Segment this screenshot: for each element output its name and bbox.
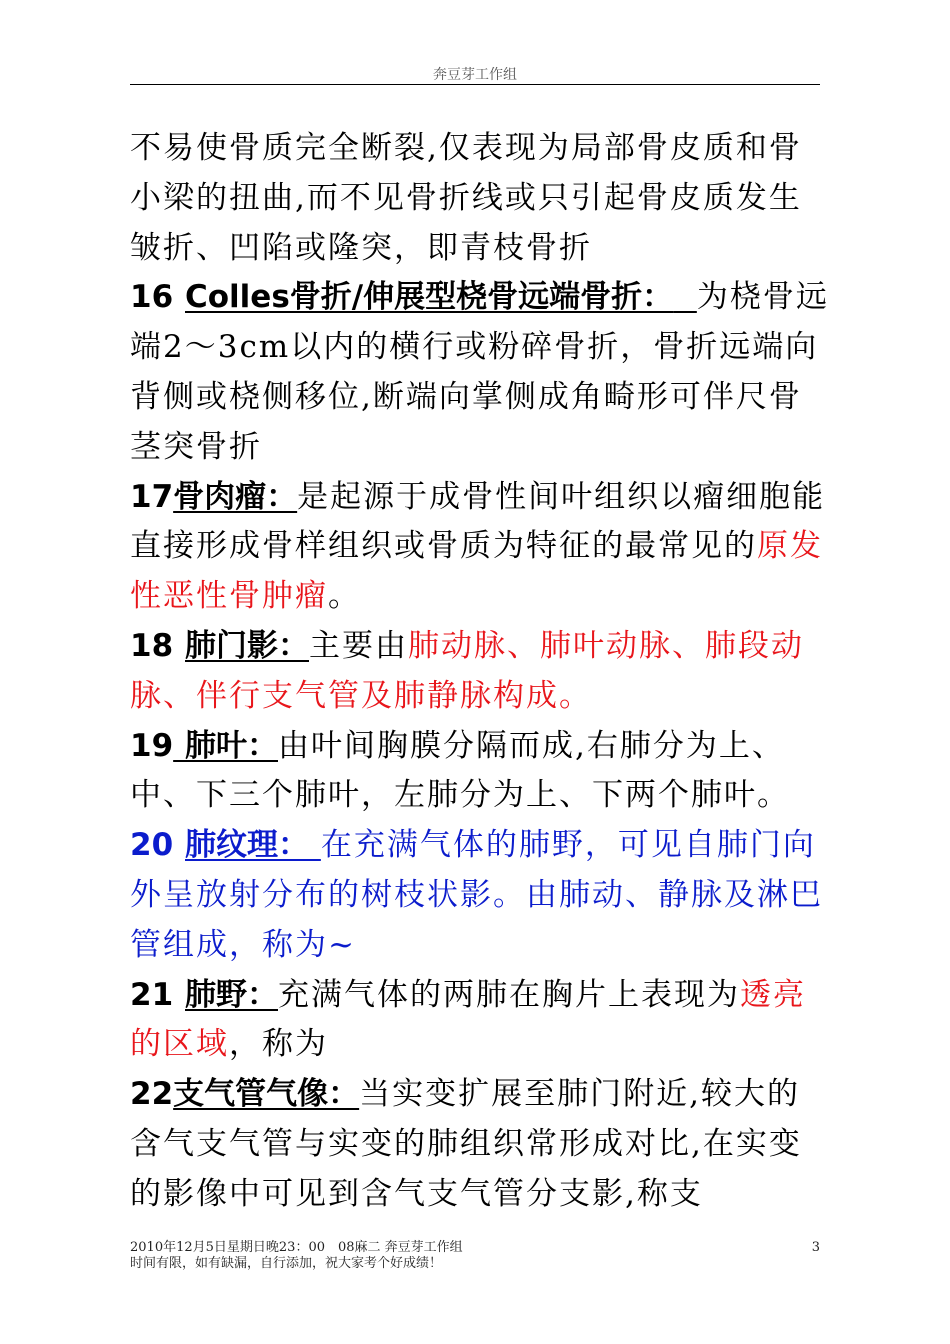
- definition-end: ，称为: [229, 1026, 328, 1063]
- entry-22: [130, 1070, 830, 1219]
- underline-gap: [173, 728, 185, 764]
- definition: 为桡骨远端2～3cm以内的横行或粉碎骨折，骨折远端向背侧或桡侧移位,断端向掌侧成角畸形可伴尺骨茎突骨折: [130, 279, 829, 465]
- highlight-red: 透亮的区域: [130, 976, 806, 1063]
- continuation-paragraph: 不易使骨质完全断裂,仅表现为局部骨皮质和骨小梁的扭曲,而不见骨折线或只引起骨皮质发生皱折、凹陷或隆突，即青枝骨折: [130, 130, 802, 266]
- entry-17: [130, 473, 830, 622]
- term: 肺叶：: [185, 727, 278, 764]
- definition: 在充满气体的肺野，可见自肺门向外呈放射分布的树枝状影。由肺动、静脉及淋巴管组成，称为~: [130, 827, 823, 963]
- entry-number: 21: [130, 976, 174, 1013]
- footer-line-2: 时间有限，如有缺漏，自行添加，祝大家考个好成绩！: [130, 1256, 443, 1271]
- entry-number: 16: [130, 279, 174, 316]
- entry-18: [130, 622, 830, 722]
- entry-number: 17: [130, 478, 174, 515]
- definition: 是起源于成骨性间叶组织以瘤细胞能直接形成骨样组织或骨质为特征的最常见的: [130, 478, 826, 565]
- term: 肺门影：: [185, 627, 309, 664]
- definition: 当实变扩展至肺门附近,较大的含气支气管与实变的肺组织常形成对比,在实变的影像中可见到含气支气管分支影,称支: [130, 1076, 802, 1212]
- entry-16: [130, 273, 830, 472]
- entry-19: [130, 722, 830, 822]
- highlight-red: 原发性恶性骨肿瘤: [130, 528, 823, 615]
- definition: 充满气体的两肺在胸片上表现为: [278, 976, 740, 1013]
- definition-end: 。: [328, 578, 361, 615]
- term: Colles骨折/伸展型桡骨远端骨折：: [185, 279, 674, 316]
- entry-number: 22: [130, 1076, 174, 1113]
- page-footer: [130, 1240, 820, 1272]
- page-number: 3: [811, 1240, 820, 1255]
- entry-20: [130, 821, 830, 970]
- term: 支气管气像：: [173, 1076, 360, 1113]
- highlight-red: 肺动脉、肺叶动脉、肺段动脉、伴行支气管及肺静脉构成。: [130, 627, 804, 714]
- header-rule: [130, 84, 820, 85]
- footer-line-1: 2010年12月5日星期日晚23：00 08麻二 奔豆芽工作组: [130, 1240, 463, 1255]
- underline-gap: [673, 279, 697, 315]
- term: 肺纹理：: [185, 827, 309, 864]
- underline-gap: [309, 827, 321, 863]
- document-body: [130, 124, 830, 1220]
- definition: 由叶间胸膜分隔而成,右肺分为上、中、下三个肺叶，左肺分为上、下两个肺叶。: [130, 727, 790, 814]
- entry-21: [130, 971, 830, 1071]
- definition: 主要由: [309, 627, 408, 664]
- entry-number: 19: [130, 727, 174, 764]
- page-header: 奔豆芽工作组: [433, 67, 517, 83]
- entry-number: 20: [130, 827, 174, 864]
- term: 肺野：: [185, 976, 278, 1013]
- entry-number: 18: [130, 627, 174, 664]
- term: 骨肉瘤：: [173, 478, 298, 515]
